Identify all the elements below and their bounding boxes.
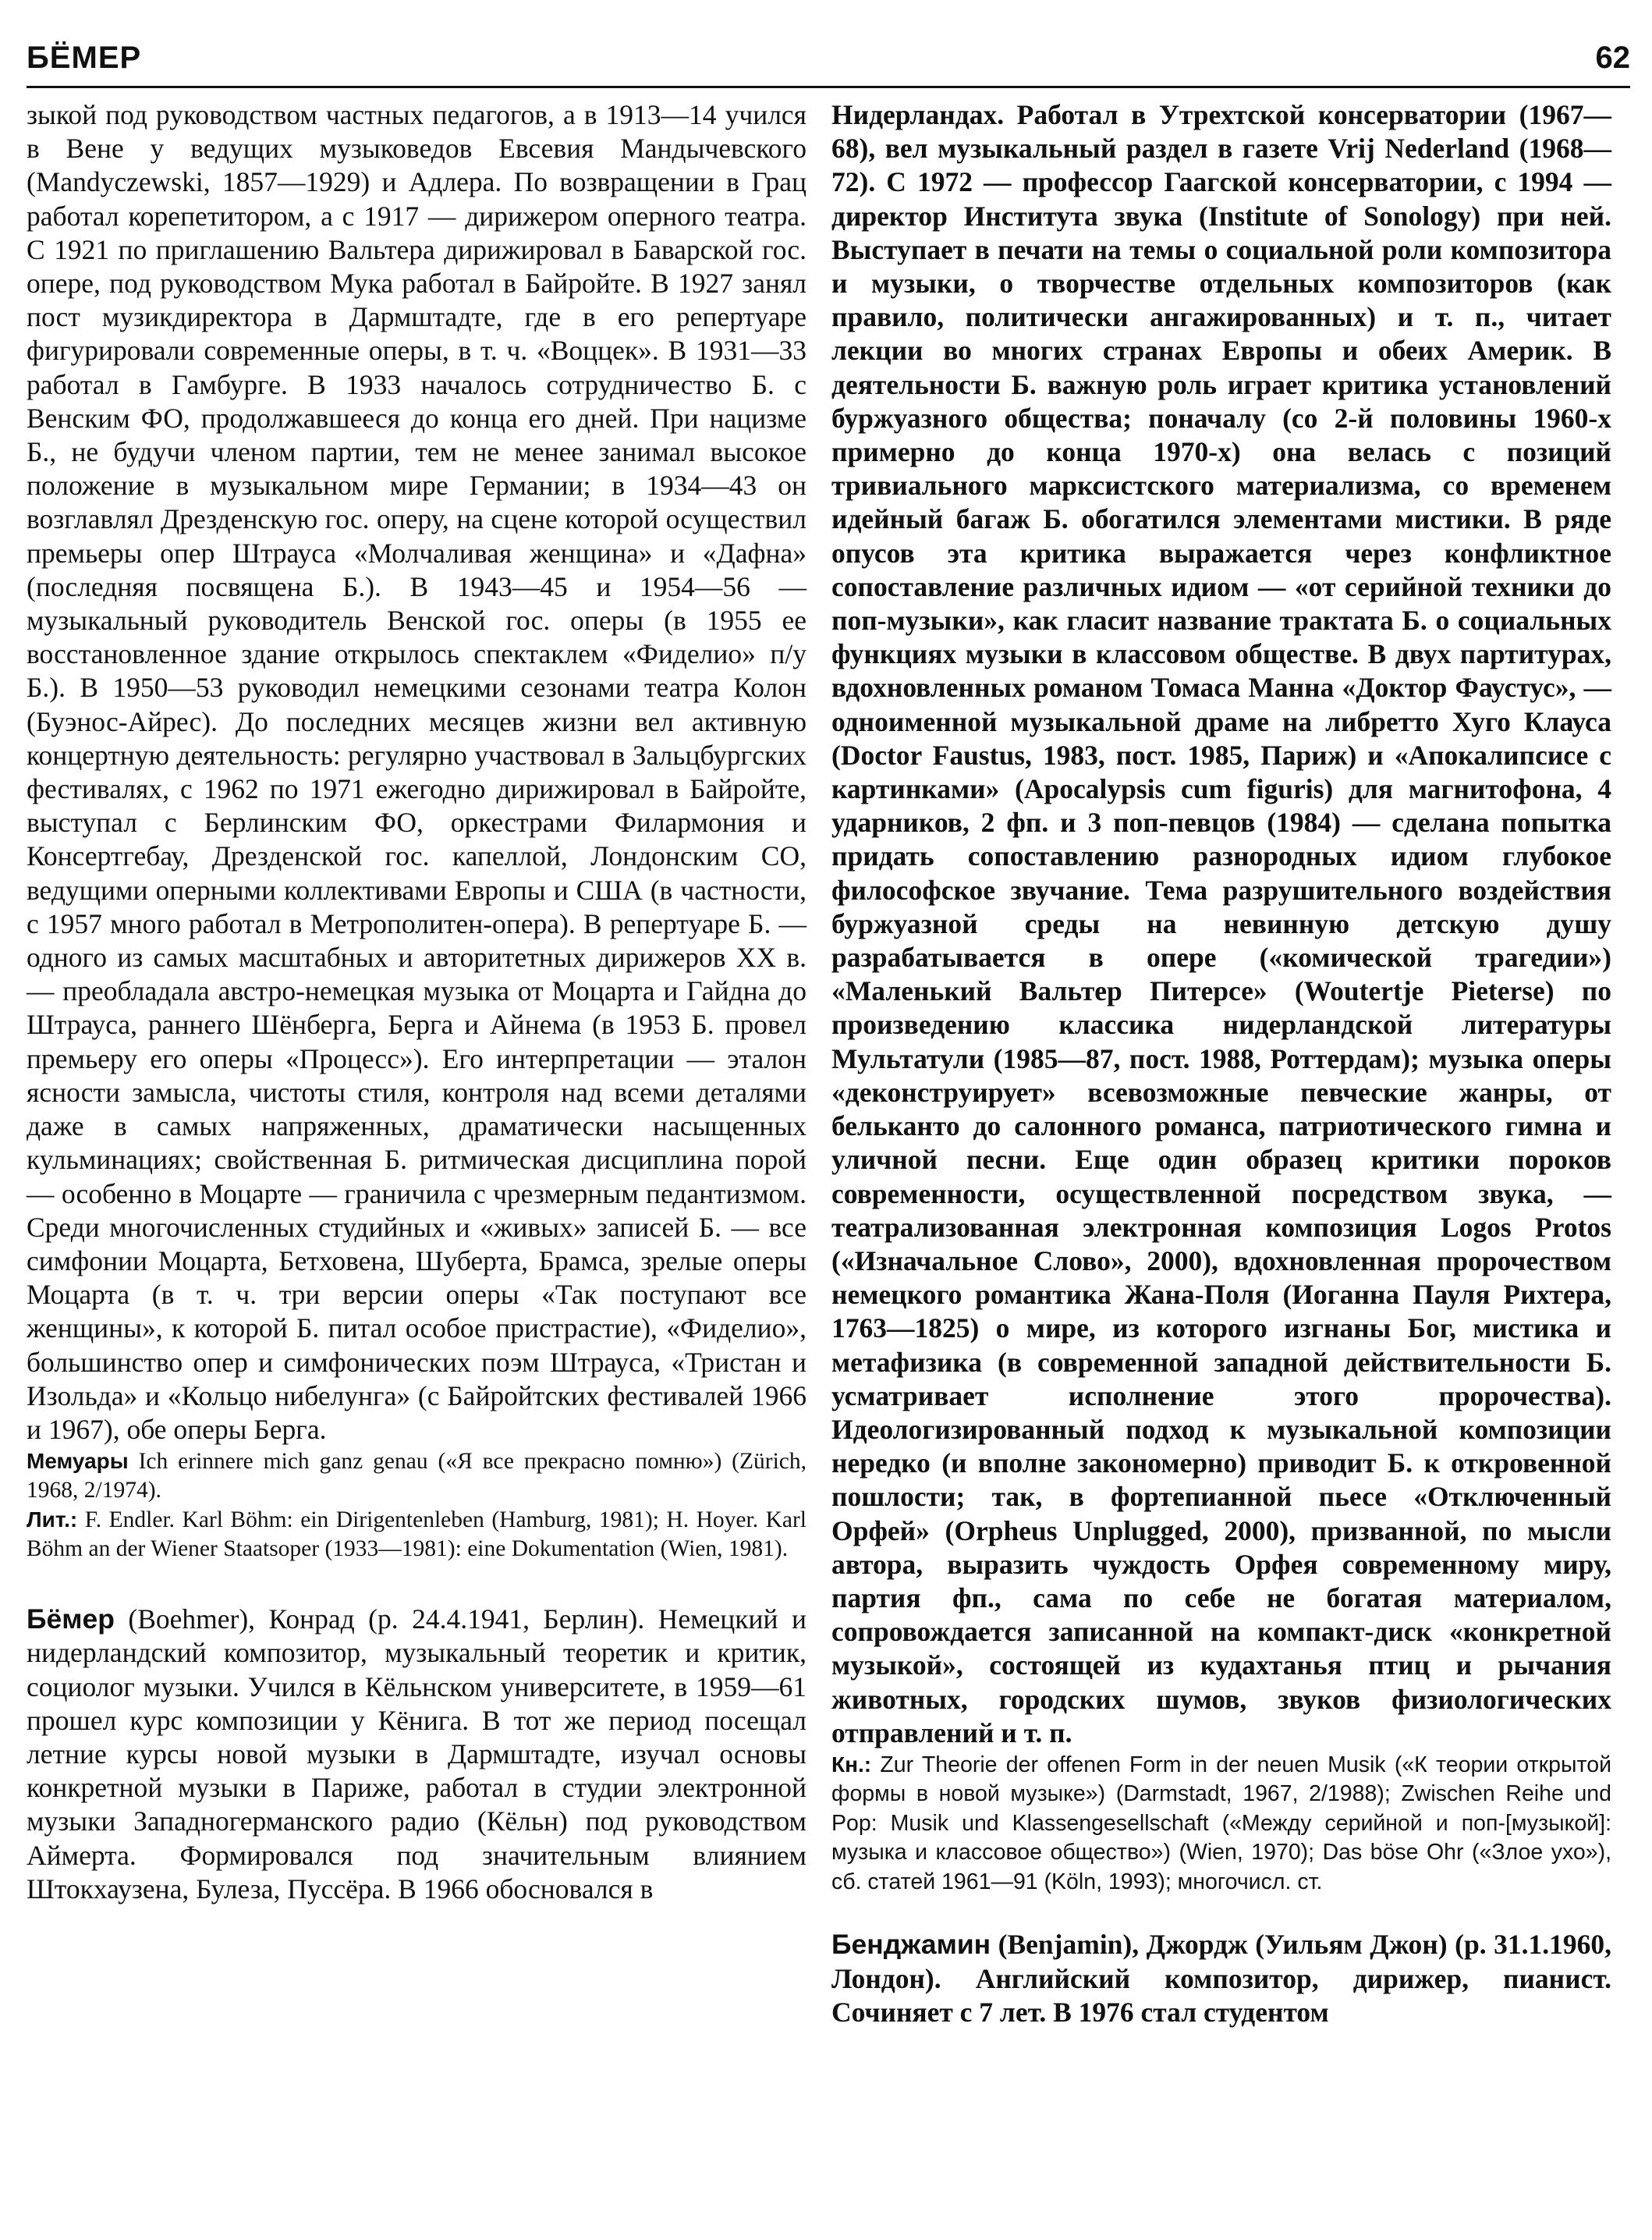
boehmer-continued-text: Нидерландах. Работал в Утрехтской консерватории (1967—68), вел музыкальный раздел в газете Vrij Nederland (1968—72). С 1972 — профессор Гаагской консерватории, с 1994 — директор Института звука (Institute of Sonology) при ней. Выступает в печати на темы о социальной роли композитора и музыки, о творчестве отдельных композиторов (как правило, политически ангажированных) и т. п., читает лекции во многих странах Европы и обеих Америк. В деятельности Б. важную роль играет критика установлений буржуазного общества; поначалу (со 2-й половины 1960-х примерно до конца 1970-х) она велась с позиций тривиального марксистского материализма, со временем идейный багаж Б. обогатился элементами мистики. В ряде опусов эта критика выражается через конфликтное сопоставление различных идиом — «от серийной техники до поп-музыки», как гласит название трактата Б. о социальных функциях музыки в классовом обществе. В двух партитурах, вдохновленных романом Томаса Манна «Доктор Фаустус», — одноименной музыкальной драме на либретто Хуго Клауса (Doctor Faustus, 1983, пост. 1985, Париж) и «Апокалипсисе с картинками» (Apocalypsis cum figuris) для магнитофона, 4 ударников, 2 фп. и 3 поп-певцов (1984) — сделана попытка придать сопоставлению разнородных идиом глубокое философское звучание. Тема разрушительного воздействия буржуазной среды на невинную детскую душу разрабатывается в опере («комической трагедии») «Маленький Вальтер Питерсе» (Woutertje Pieterse) по произведению классика нидерландской литературы Мультатули (1985—87, пост. 1988, Роттердам); музыка оперы «деконструирует» всевозможные певческие жанры, от бельканто до салонного романса, патриотического гимна и уличной песни. Еще один образец критики пороков современности, осуществленной посредством звука, — театрализованная электронная композиция Logos Protos («Изначальное Слово», 2000), вдохновленная пророчеством немецкого романтика Жана-Поля (Иоганна Пауля Рихтера, 1763—1825) о мире, из которого изгнаны Бог, мистика и метафизика (в современной западной действительности Б. усматривает исполнение этого пророчества). Идеологизированный подход к музыкальной композиции нередко (и вполне закономерно) приводит Б. к откровенной пошлости; так, в фортепианной пьесе «Отключенный Орфей» (Orpheus Unplugged, 2000), призванной, по мысли автора, выразить чуждость Орфея современному миру, партия фп., сама по себе не богатая материалом, сопровождается записанной на компакт-диск «конкретной музыкой», состоящей из кудахтанья птиц и рычания животных, городских шумов, звуков физиологических отправлений и т. п. (831, 99, 1611, 1748)
memoirs-label: Мемуары (27, 1449, 129, 1474)
memoirs-text: Ich erinnere mich ganz genau («Я все прекрасно помню») (Zürich, 1968, 2/1974). (27, 1449, 807, 1503)
books-label: Кн.: (831, 1752, 872, 1777)
benjamin-entry (831, 1928, 1611, 2029)
header-rule (27, 86, 1630, 88)
books-text: Zur Theorie der offenen Form in der neuen Musik («К теории открытой формы в новой музыке») (Darmstadt, 1967, 2/1988); Zwischen Reihe und Pop: Musik und Klassengesellschaft («Между серийной и поп-[музыкой]: музыка и классовое общество») (Wien, 1970); Das böse Ohr («Злое ухо»), сб. статей 1961—91 (Köln, 1993); многочисл. ст. (831, 1752, 1611, 1894)
entry-gap (27, 1564, 807, 1603)
page-number: 62 (1595, 41, 1630, 75)
literature-label: Лит.: (27, 1507, 78, 1532)
entry-headword: Бенджамин (831, 1929, 991, 1961)
left-column (27, 98, 807, 1906)
memoirs-note (27, 1447, 807, 1505)
books-note (831, 1750, 1611, 1897)
bohm-biography-text: зыкой под руководством частных педагогов, а в 1913—14 учился в Вене у ведущих музыковедов Евсевия Мандычевского (Mandyczewski, 1857—1929) и Адлера. По возвращении в Грац работал корепетитором, а с 1917 — дирижером оперного театра. С 1921 по приглашению Вальтера дирижировал в Баварской гос. опере, под руководством Мука работал в Байройте. В 1927 занял пост музикдиректора в Дармштадте, где в его репертуаре фигурировали современные оперы, в т. ч. «Воццек». В 1931—33 работал в Гамбурге. В 1933 началось сотрудничество Б. с Венским ФО, продолжавшееся до конца его дней. При нацизме Б., не будучи членом партии, тем не менее занимал высокое положение в музыкальном мире Германии; в 1934—43 он возглавлял Дрезденскую гос. оперу, на сцене которой осуществил премьеры опер Штрауса «Молчаливая женщина» и «Дафна» (последняя посвящена Б.). В 1943—45 и 1954—56 — музыкальный руководитель Венской гос. оперы (в 1955 ее восстановленное здание открылось спектаклем «Фиделио» п/у Б.). В 1950—53 руководил немецкими сезонами театра Колон (Буэнос-Айрес). До последних месяцев жизни вел активную концертную деятельность: регулярно участвовал в Зальцбургских фестивалях, с 1962 по 1971 ежегодно дирижировал в Байройте, выступал с Берлинским ФО, оркестрами Филармония и Консертгебау, Дрезденской гос. капеллой, Лондонским СО, ведущими оперными коллективами Европы и США (в частности, с 1957 много работал в Метрополитен-опера). В репертуаре Б. — одного из самых масштабных и авторитетных дирижеров XX в. — преобладала австро-немецкая музыка от Моцарта и Гайдна до Штрауса, раннего Шёнберга, Берга и Айнема (в 1953 Б. провел премьеру его оперы «Процесс»). Его интерпретации — эталон ясности замысла, чистоты стиля, контроля над всеми деталями даже в самых напряженных, драматически насыщенных кульминациях; свойственная Б. ритмическая дисциплина порой — особенно в Моцарте — граничила с чрезмерным педантизмом. Среди многочисленных студийных и «живых» записей Б. — все симфонии Моцарта, Бетховена, Шуберта, Брамса, зрелые оперы Моцарта (в т. ч. три версии оперы «Так поступают все женщины», к которой Б. питал особое пристрастие), «Фиделио», большинство опер и симфонических поэм Штрауса, «Тристан и Изольда» и «Кольцо нибелунга» (с Байройтских фестивалей 1966 и 1967), обе оперы Берга. (27, 99, 807, 1445)
right-column (831, 98, 1611, 2029)
entry-gap (831, 1897, 1611, 1928)
entry-text: (Benjamin), Джордж (Уильям Джон) (р. 31.1.1960, Лондон). Английский композитор, дирижер, пианист. Сочиняет с 7 лет. В 1976 стал студентом (831, 1929, 1611, 2028)
entry-headword: Бёмер (27, 1603, 115, 1635)
running-head: БЁМЕР (27, 41, 142, 75)
literature-text: F. Endler. Karl Böhm: ein Dirigentenleben (Hamburg, 1981); H. Hoyer. Karl Böhm an der Wiener Staatsoper (1933—1981): eine Dokumentation (Wien, 1981). (27, 1507, 807, 1562)
entry-text: (Boehmer), Конрад (р. 24.4.1941, Берлин). Немецкий и нидерландский композитор, музыкальный теоретик и критик, социолог музыки. Учился в Кёльнском университете, в 1959—61 прошел курс композиции у Кёнига. В тот же период посещал летние курсы новой музыки в Дармштадте, изучал основы конкретной музыки в Париже, работал в студии электронной музыки Западногерманского радио (Кёльн) под руководством Аймерта. Формировался под значительным влиянием Штокхаузена, Булеза, Пуссёра. В 1966 обосновался в (27, 1603, 807, 1905)
boehmer-entry (27, 1603, 807, 1906)
literature-note (27, 1505, 807, 1564)
page-header (27, 41, 1630, 84)
